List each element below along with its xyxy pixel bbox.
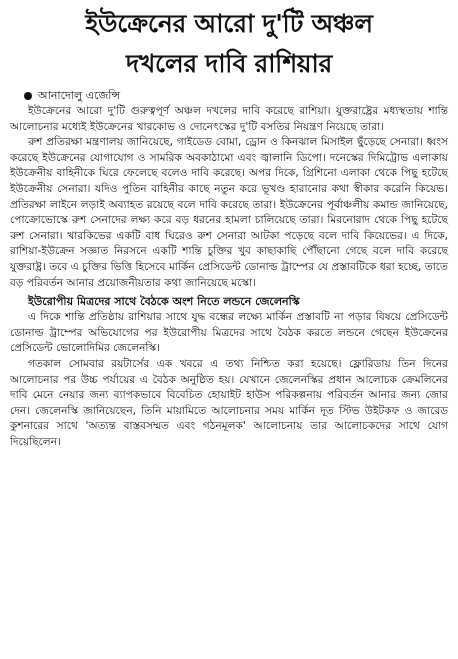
byline-text: আনাদোলু এজেন্সি: [38, 89, 121, 102]
headline-line-1: ইউক্রেনের আরো দু'টি অঞ্চল: [85, 9, 373, 38]
byline: [10, 88, 448, 103]
body-paragraph-3: এ দিকে শান্তি প্রতিষ্ঠায় রাশিয়ার সাথে যুদ্ধ বন্ধের লক্ষ্যে মার্কিন প্রস্তাবটি না পড়ার বিষয়ে প্রেসিডেন্ট ডোনাল্ড ট্রাম্পের অভিযোগের পর ইউরোপীয় মিত্রদের সাথে বৈঠক করতে লন্ডনে গেছেন ইউক্রেনের প্রেসিডেন্ট ভোলোদিমির জেলেনস্কি।: [10, 311, 448, 355]
headline-line-2: দখলের দাবি রাশিয়ার: [126, 49, 332, 78]
headline: [10, 4, 448, 84]
bullet-icon: [24, 92, 32, 100]
subheading: ইউরোপীয় মিত্রদের সাথে বৈঠকে অংশ নিতে লন্ডনে জেলেনস্কি: [28, 295, 300, 309]
body-paragraph-1: ইউক্রেনের আরো দু'টি গুরুত্বপূর্ণ অঞ্চল দখলের দাবি করেছে রাশিয়া। যুক্তরাষ্ট্রের মধ্যস্থতায় শান্তি আলোচনার মধ্যেই ইউক্রেনের খারকোভ ও দোনেৎস্কের দু'টি বসতির নিয়ন্ত্রণ নিয়েছে তারা।: [10, 105, 448, 133]
body-paragraph-2: রুশ প্রতিরক্ষা মন্ত্রণালয় জানিয়েছে, গাইডেড বোমা, ড্রোন ও কিনঝাল মিসাইল ছুঁড়েছে সেনারা। ধ্বংস করেছে ইউক্রেনের যোগাযোগ ও সামরিক অবকাঠামো এবং জ্বালানি ডিপো। দনেস্কের দিমিট্রোভ এলাকায় ইউক্রেনীয় বাহিনীকে ঘিরে ফেলেছে বলেও দাবি করেছে। অপর দিকে, গ্রিশিনো এলাকা থেকে পিছু হটেছে ইউক্রেনীয় সেনারা। যদিও পুতিন বাহিনীর কাছে নতুন করে ভূখণ্ড হারানোর কথা স্বীকার করেনি কিয়েভ। প্রতিরক্ষা লাইনে লড়াই অব্যাহত রয়েছে বলে দাবি করেছে তারা। ইউক্রেনের পূর্বাঞ্চলীয় কমান্ড জানিয়েছে, পোক্রোভোস্কে রুশ সেনাদের লক্ষ্য করে বড় ধরনের হামলা চালিয়েছে তারা। মিরনোরাদ থেকে পিছু হটেছে রুশ সেনারা। খারকিভের একটি বাধ ঘিরেও রুশ সেনারা আটকা পড়েছে বলে দাবি কিয়েভের। এ দিকে, রাশিয়া-ইউক্রেন সজ্ঞাত নিরসনে একটি শান্তি চুক্তির খুব কাছাকাছি পৌঁছানো গেছে বলে দাবি করেছে যুক্তরাষ্ট্র। তবে এ চুক্তির ভিত্তি হিসেবে মার্কিন প্রেসিডেন্ট ডোনাল্ড ট্রাম্পের যে প্রস্তাবটিকে ধরা হচ্ছে, তাতে বড় পরিবর্তন আনার প্রয়োজনীয়তার কথা জানিয়েছে মস্কো।: [10, 136, 448, 289]
body-paragraph-4: গতকাল সোমবার রয়টার্সের এক খবরে এ তথ্য নিশ্চিত করা হয়েছে। ফ্লোরিডায় তিন দিনের আলোচনার পর উচ্চ পর্যায়ের এ বৈঠক অনুষ্ঠিত হয়। যেখানে জেলেনস্কির প্রধান আলোচক ক্রেমলিনের দাবি মেনে নেয়ার জন্য ব্যাপকভাবে বিবেচিত হোয়াইট হাউস পরিকল্পনায় পরিবর্তন আনার জন্য জোর দেন। জেলেনস্কি জানিয়েছেন, তিনি মায়ামিতে আলোচনার সময় মার্কিন দূত স্টিভ উইটকফ ও জারেড কুশনারের সাথে 'অত্যন্ত বাস্তবসম্মত এবং গঠনমূলক' আলোচনায় তার আলোচকদের সাথে যোগ দিয়েছিলেন।: [10, 357, 448, 448]
